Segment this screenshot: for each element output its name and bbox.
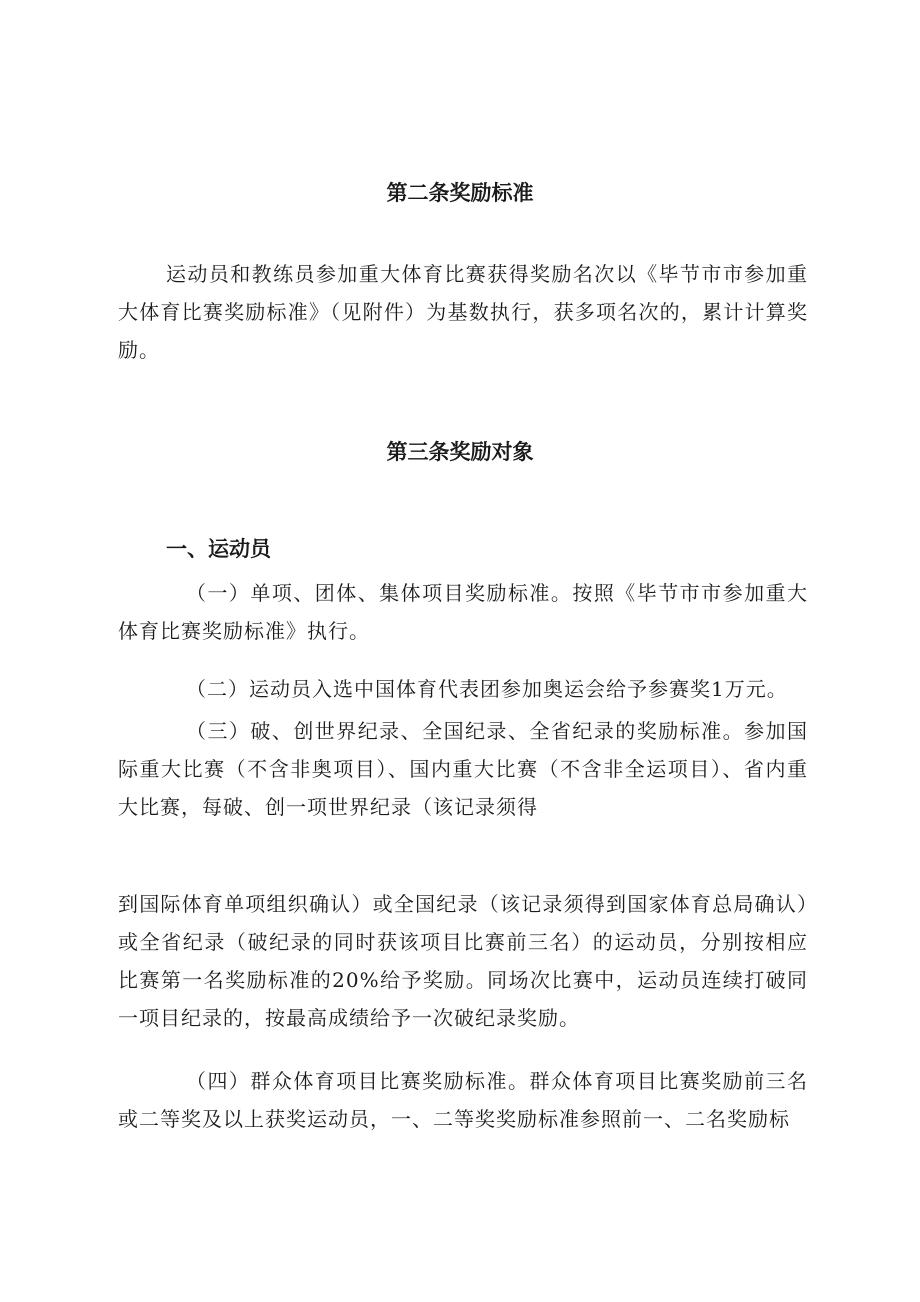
item-3-paragraph-part1: （三）破、创世界纪录、全国纪录、全省纪录的奖励标准。参加国际重大比赛（不含非奥项目）、国内重大比赛（不含非全运项目）、省内重大比赛，每破、创一项世界纪录（该记录须得 [118, 719, 808, 819]
item-2-paragraph: （二）运动员入选中国体育代表团参加奥运会给予参赛奖1万元。 [186, 677, 788, 701]
item-4-paragraph: （四）群众体育项目比赛奖励标准。群众体育项目比赛奖励前三名或二等奖及以上获奖运动员，一、二等奖奖励标准参照前一、二名奖励标 [118, 1069, 808, 1131]
article-3-heading: 第三条奖励对象 [386, 440, 534, 464]
article-2-paragraph: 运动员和教练员参加重大体育比赛获得奖励名次以《毕节市市参加重大体育比赛奖励标准》（见附件）为基数执行，获多项名次的，累计计算奖励。 [118, 262, 808, 362]
section-athletes-heading: 一、运动员 [166, 537, 271, 561]
article-2-heading: 第二条奖励标准 [386, 181, 534, 205]
item-1-paragraph: （一）单项、团体、集体项目奖励标准。按照《毕节市市参加重大体育比赛奖励标准》执行。 [118, 581, 808, 643]
item-3-paragraph-part2: 到国际体育单项组织确认）或全国纪录（该记录须得到国家体育总局确认）或全省纪录（破纪录的同时获该项目比赛前三名）的运动员，分别按相应比赛第一名奖励标准的20%给予奖励。同场次比赛中，运动员连续打破同一项目纪录的，按最高成绩给予一次破纪录奖励。 [118, 892, 808, 1030]
